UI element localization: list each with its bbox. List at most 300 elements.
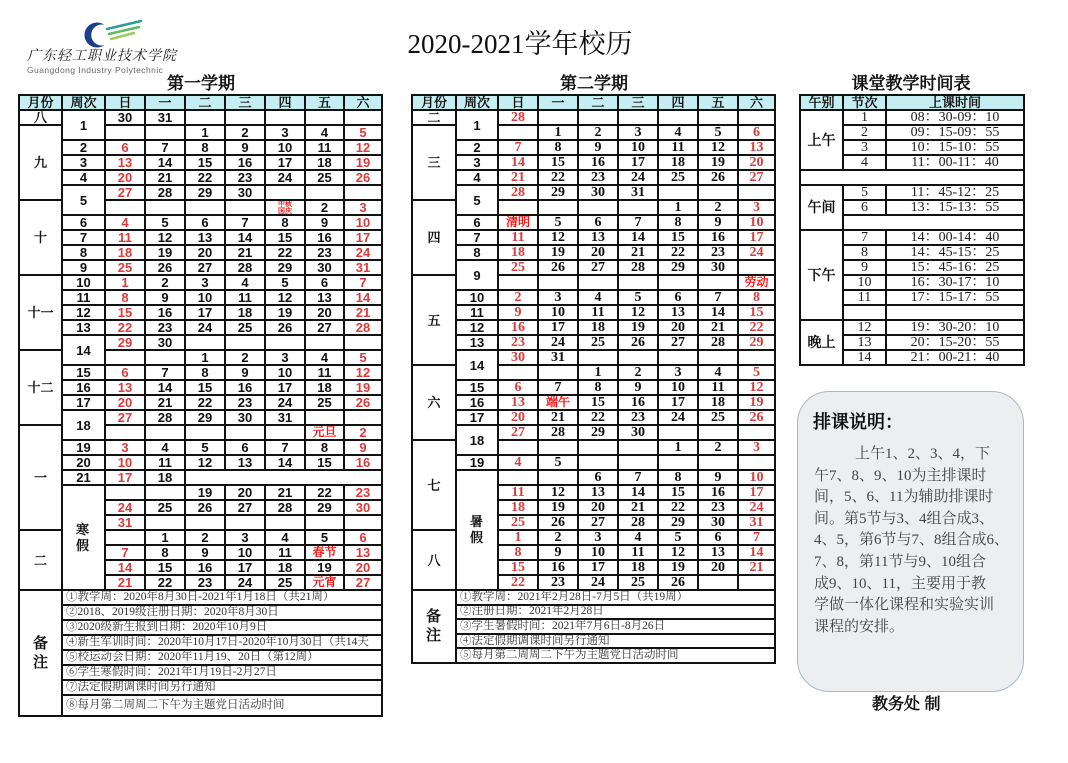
empty-cell bbox=[146, 201, 186, 216]
date-cell: 21 bbox=[146, 171, 186, 186]
note-item: ⑧每月第二周周二下午为主题党日活动时间 bbox=[63, 696, 383, 717]
week-number: 2 bbox=[63, 141, 106, 156]
empty-cell bbox=[579, 351, 619, 366]
empty-cell bbox=[619, 276, 659, 291]
school-logo bbox=[25, 12, 185, 78]
empty-cell bbox=[106, 201, 146, 216]
note-item: ③2020级新生报到日期：2020年10月9日 bbox=[63, 621, 383, 636]
scheduling-note-box bbox=[797, 391, 1024, 692]
date-cell: 10 bbox=[659, 381, 699, 396]
holiday-cell: 劳动 bbox=[739, 276, 776, 291]
date-cell: 20 bbox=[106, 396, 146, 411]
week-number: 15 bbox=[457, 381, 499, 396]
date-cell: 11 bbox=[499, 486, 539, 501]
note-item: ②注册日期：2021年2月28日 bbox=[457, 606, 776, 621]
header-week: 周次 bbox=[63, 96, 106, 111]
empty-cell bbox=[266, 336, 306, 351]
date-cell: 4 bbox=[306, 126, 345, 141]
date-cell: 12 bbox=[739, 381, 776, 396]
date-cell: 20 bbox=[739, 156, 776, 171]
date-cell: 26 bbox=[619, 336, 659, 351]
date-cell: 25 bbox=[266, 576, 306, 591]
month-label: 五 bbox=[413, 276, 457, 366]
week-number: 3 bbox=[63, 156, 106, 171]
header-weekday: 日 bbox=[499, 96, 539, 111]
header-weekday: 五 bbox=[306, 96, 345, 111]
date-cell: 7 bbox=[619, 216, 659, 231]
class-time-table bbox=[799, 94, 1025, 366]
date-cell: 11 bbox=[306, 366, 345, 381]
date-cell: 18 bbox=[106, 246, 146, 261]
date-cell: 8 bbox=[659, 216, 699, 231]
note-title: 排课说明： bbox=[813, 412, 903, 432]
empty-cell bbox=[146, 486, 186, 501]
header-weekday: 五 bbox=[699, 96, 739, 111]
header-weekday: 四 bbox=[266, 96, 306, 111]
date-cell: 27 bbox=[345, 576, 383, 591]
date-cell: 5 bbox=[659, 531, 699, 546]
date-cell: 6 bbox=[659, 291, 699, 306]
empty-cell bbox=[226, 201, 266, 216]
date-cell: 18 bbox=[146, 471, 186, 486]
date-cell: 30 bbox=[619, 426, 659, 441]
empty-cell bbox=[699, 456, 739, 471]
date-cell: 1 bbox=[146, 531, 186, 546]
date-cell: 8 bbox=[659, 471, 699, 486]
date-cell: 25 bbox=[659, 171, 699, 186]
date-cell: 15 bbox=[659, 486, 699, 501]
date-cell: 23 bbox=[539, 576, 579, 591]
week-number: 19 bbox=[457, 456, 499, 471]
date-cell: 3 bbox=[579, 531, 619, 546]
date-cell: 31 bbox=[345, 261, 383, 276]
date-cell: 15 bbox=[106, 306, 146, 321]
empty-cell bbox=[579, 201, 619, 216]
date-cell: 1 bbox=[539, 126, 579, 141]
date-cell: 10 bbox=[739, 216, 776, 231]
header-weekday: 六 bbox=[345, 96, 383, 111]
date-cell: 14 bbox=[619, 231, 659, 246]
date-cell: 13 bbox=[659, 306, 699, 321]
empty-cell bbox=[345, 516, 383, 531]
date-cell: 14 bbox=[619, 486, 659, 501]
date-cell: 10 bbox=[226, 546, 266, 561]
date-cell: 9 bbox=[539, 546, 579, 561]
date-cell: 7 bbox=[539, 381, 579, 396]
date-cell: 30 bbox=[345, 501, 383, 516]
date-cell: 1 bbox=[186, 126, 226, 141]
empty-cell bbox=[619, 456, 659, 471]
date-cell: 6 bbox=[306, 276, 345, 291]
period-time: 14：00-14：40 bbox=[887, 231, 1025, 246]
period-time: 13：15-13：55 bbox=[887, 201, 1025, 216]
date-cell: 25 bbox=[306, 171, 345, 186]
holiday-cell: 元旦 bbox=[306, 426, 345, 441]
date-cell: 11 bbox=[659, 141, 699, 156]
date-cell: 27 bbox=[226, 501, 266, 516]
date-cell: 24 bbox=[226, 576, 266, 591]
week-number: 5 bbox=[63, 186, 106, 216]
date-cell: 13 bbox=[699, 546, 739, 561]
empty-cell bbox=[739, 111, 776, 126]
empty-cell bbox=[306, 336, 345, 351]
date-cell: 12 bbox=[699, 141, 739, 156]
blank-cell bbox=[887, 306, 1025, 321]
week-number: 11 bbox=[457, 306, 499, 321]
date-cell: 1 bbox=[106, 276, 146, 291]
date-cell: 9 bbox=[226, 366, 266, 381]
date-cell: 2 bbox=[226, 351, 266, 366]
date-cell: 9 bbox=[579, 141, 619, 156]
date-cell: 8 bbox=[266, 216, 306, 231]
date-cell: 4 bbox=[619, 531, 659, 546]
date-cell: 2 bbox=[699, 441, 739, 456]
school-name-en: Guangdong Industry Polytechnic bbox=[27, 65, 164, 75]
period-number: 4 bbox=[844, 156, 887, 171]
period-number: 7 bbox=[844, 231, 887, 246]
date-cell: 23 bbox=[579, 171, 619, 186]
date-cell: 30 bbox=[106, 111, 146, 126]
date-cell: 10 bbox=[186, 291, 226, 306]
date-cell: 21 bbox=[699, 321, 739, 336]
date-cell: 31 bbox=[619, 186, 659, 201]
date-cell: 10 bbox=[739, 471, 776, 486]
date-cell: 29 bbox=[659, 261, 699, 276]
empty-cell bbox=[659, 111, 699, 126]
date-cell: 26 bbox=[539, 516, 579, 531]
date-cell: 14 bbox=[699, 306, 739, 321]
month-label: 三 bbox=[413, 126, 457, 201]
date-cell: 27 bbox=[186, 261, 226, 276]
empty-cell bbox=[659, 186, 699, 201]
date-cell: 1 bbox=[186, 351, 226, 366]
semester2-title: 第二学期 bbox=[560, 74, 628, 93]
date-cell: 28 bbox=[539, 426, 579, 441]
empty-cell bbox=[306, 111, 345, 126]
empty-cell bbox=[699, 276, 739, 291]
date-cell: 24 bbox=[659, 411, 699, 426]
period-time: 21：00-21：40 bbox=[887, 351, 1025, 366]
date-cell: 29 bbox=[739, 336, 776, 351]
date-cell: 7 bbox=[699, 291, 739, 306]
date-cell: 13 bbox=[499, 396, 539, 411]
empty-cell bbox=[659, 426, 699, 441]
date-cell: 26 bbox=[539, 261, 579, 276]
week-number: 4 bbox=[457, 171, 499, 186]
date-cell: 19 bbox=[739, 396, 776, 411]
period-time: 14：45-15：25 bbox=[887, 246, 1025, 261]
holiday-cell: 春节 bbox=[306, 546, 345, 561]
date-cell: 20 bbox=[499, 411, 539, 426]
week-number: 14 bbox=[63, 336, 106, 366]
date-cell: 22 bbox=[499, 576, 539, 591]
period-time: 17：15-17：55 bbox=[887, 291, 1025, 306]
blank-cell bbox=[844, 306, 887, 321]
empty-cell bbox=[739, 426, 776, 441]
note-line: 上午1、2、3、4，下 bbox=[855, 446, 991, 462]
week-number: 14 bbox=[457, 351, 499, 381]
date-cell: 11 bbox=[619, 546, 659, 561]
empty-cell bbox=[266, 111, 306, 126]
header-session: 午别 bbox=[801, 96, 844, 111]
note-body bbox=[814, 444, 1019, 638]
empty-cell bbox=[739, 576, 776, 591]
date-cell: 14 bbox=[146, 156, 186, 171]
date-cell: 6 bbox=[106, 366, 146, 381]
date-cell: 27 bbox=[499, 426, 539, 441]
date-cell: 16 bbox=[699, 486, 739, 501]
date-cell: 17 bbox=[739, 486, 776, 501]
date-cell: 18 bbox=[499, 246, 539, 261]
date-cell: 9 bbox=[345, 441, 383, 456]
empty-cell bbox=[186, 111, 226, 126]
date-cell: 13 bbox=[106, 381, 146, 396]
period-number: 14 bbox=[844, 351, 887, 366]
note-line: 7、8，第11节与9、10组合 bbox=[814, 553, 986, 570]
date-cell: 16 bbox=[306, 231, 345, 246]
week-number: 7 bbox=[63, 231, 106, 246]
school-emblem-icon bbox=[25, 12, 185, 52]
session-evening: 晚上 bbox=[801, 321, 844, 366]
date-cell: 14 bbox=[226, 231, 266, 246]
semester1-grid bbox=[18, 94, 383, 717]
date-cell: 3 bbox=[739, 201, 776, 216]
date-cell: 21 bbox=[619, 246, 659, 261]
date-cell: 26 bbox=[266, 321, 306, 336]
date-cell: 7 bbox=[739, 531, 776, 546]
date-cell: 12 bbox=[345, 141, 383, 156]
date-cell: 19 bbox=[186, 486, 226, 501]
date-cell: 17 bbox=[345, 231, 383, 246]
date-cell: 25 bbox=[306, 396, 345, 411]
date-cell: 18 bbox=[306, 156, 345, 171]
week-number: 6 bbox=[457, 216, 499, 231]
date-cell: 5 bbox=[345, 126, 383, 141]
date-cell: 18 bbox=[266, 561, 306, 576]
date-cell: 2 bbox=[186, 531, 226, 546]
week-number: 16 bbox=[457, 396, 499, 411]
date-cell: 15 bbox=[539, 156, 579, 171]
week-number: 3 bbox=[457, 156, 499, 171]
date-cell: 12 bbox=[186, 456, 226, 471]
empty-cell bbox=[106, 531, 146, 546]
date-cell: 24 bbox=[539, 336, 579, 351]
date-cell: 22 bbox=[659, 246, 699, 261]
date-cell: 13 bbox=[106, 156, 146, 171]
header-weekday: 日 bbox=[106, 96, 146, 111]
date-cell: 25 bbox=[579, 336, 619, 351]
date-cell: 21 bbox=[499, 171, 539, 186]
date-cell: 21 bbox=[619, 501, 659, 516]
empty-cell bbox=[266, 186, 306, 201]
week-number: 15 bbox=[63, 366, 106, 381]
date-cell: 11 bbox=[226, 291, 266, 306]
date-cell: 30 bbox=[226, 411, 266, 426]
month-label: 八 bbox=[20, 111, 63, 126]
date-cell: 4 bbox=[659, 126, 699, 141]
date-cell: 15 bbox=[499, 561, 539, 576]
empty-cell bbox=[699, 111, 739, 126]
empty-cell bbox=[619, 351, 659, 366]
empty-cell bbox=[499, 441, 539, 456]
empty-cell bbox=[186, 426, 226, 441]
date-cell: 8 bbox=[106, 291, 146, 306]
date-cell: 5 bbox=[186, 441, 226, 456]
date-cell: 18 bbox=[226, 306, 266, 321]
header-month: 月份 bbox=[20, 96, 63, 111]
note-item: ①教学周：2020年8月30日-2021年1月18日（共21周） bbox=[63, 591, 383, 606]
date-cell: 26 bbox=[739, 411, 776, 426]
empty-cell bbox=[539, 366, 579, 381]
date-cell: 25 bbox=[146, 501, 186, 516]
date-cell: 16 bbox=[619, 396, 659, 411]
date-cell: 7 bbox=[499, 141, 539, 156]
date-cell: 3 bbox=[186, 276, 226, 291]
date-cell: 25 bbox=[226, 321, 266, 336]
page-title: 2020-2021学年校历 bbox=[407, 29, 633, 59]
date-cell: 7 bbox=[146, 366, 186, 381]
date-cell: 2 bbox=[146, 276, 186, 291]
timetable-title: 课堂教学时间表 bbox=[851, 74, 971, 93]
week-number: 5 bbox=[457, 186, 499, 216]
date-cell: 17 bbox=[659, 396, 699, 411]
date-cell: 21 bbox=[226, 246, 266, 261]
date-cell: 4 bbox=[579, 291, 619, 306]
empty-cell bbox=[579, 441, 619, 456]
empty-cell bbox=[226, 426, 266, 441]
date-cell: 19 bbox=[699, 156, 739, 171]
date-cell: 3 bbox=[266, 126, 306, 141]
holiday-cell: 元宵 bbox=[306, 576, 345, 591]
month-label: 十一 bbox=[20, 276, 63, 351]
date-cell: 9 bbox=[699, 216, 739, 231]
notes-label: 备注 bbox=[413, 591, 457, 664]
date-cell: 28 bbox=[499, 111, 539, 126]
date-cell: 16 bbox=[226, 381, 266, 396]
week-number: 19 bbox=[63, 441, 106, 456]
header-month: 月份 bbox=[413, 96, 457, 111]
date-cell: 29 bbox=[266, 261, 306, 276]
date-cell: 6 bbox=[579, 216, 619, 231]
date-cell: 17 bbox=[186, 306, 226, 321]
session-morning: 上午 bbox=[801, 111, 844, 171]
date-cell: 26 bbox=[699, 171, 739, 186]
date-cell: 27 bbox=[579, 261, 619, 276]
date-cell: 14 bbox=[146, 381, 186, 396]
date-cell: 31 bbox=[739, 516, 776, 531]
date-cell: 2 bbox=[499, 291, 539, 306]
period-number: 13 bbox=[844, 336, 887, 351]
date-cell: 6 bbox=[106, 141, 146, 156]
week-number: 16 bbox=[63, 381, 106, 396]
empty-cell bbox=[106, 486, 146, 501]
note-item: ①教学周：2021年2月28日-7月5日（共19周） bbox=[457, 591, 776, 606]
date-cell: 17 bbox=[539, 321, 579, 336]
date-cell: 12 bbox=[539, 486, 579, 501]
holiday-cell: 端午 bbox=[539, 396, 579, 411]
date-cell: 5 bbox=[619, 291, 659, 306]
empty-cell bbox=[499, 471, 539, 486]
empty-cell bbox=[539, 441, 579, 456]
date-cell: 11 bbox=[106, 231, 146, 246]
header-weekday: 三 bbox=[619, 96, 659, 111]
date-cell: 30 bbox=[306, 261, 345, 276]
date-cell: 16 bbox=[146, 306, 186, 321]
empty-cell bbox=[106, 426, 146, 441]
date-cell: 14 bbox=[499, 156, 539, 171]
date-cell: 2 bbox=[226, 126, 266, 141]
date-cell: 13 bbox=[306, 291, 345, 306]
date-cell: 31 bbox=[146, 111, 186, 126]
date-cell: 25 bbox=[106, 261, 146, 276]
header-week: 周次 bbox=[457, 96, 499, 111]
date-cell: 10 bbox=[266, 141, 306, 156]
note-item: ④新生军训时间：2020年10月17日-2020年10月30日（共14天 bbox=[63, 636, 383, 651]
period-time: 10：15-10：55 bbox=[887, 141, 1025, 156]
date-cell: 19 bbox=[619, 321, 659, 336]
date-cell: 8 bbox=[499, 546, 539, 561]
date-cell: 28 bbox=[266, 501, 306, 516]
empty-cell bbox=[659, 276, 699, 291]
empty-cell bbox=[345, 336, 383, 351]
date-cell: 12 bbox=[539, 231, 579, 246]
date-cell: 18 bbox=[579, 321, 619, 336]
date-cell: 24 bbox=[345, 246, 383, 261]
week-number: 4 bbox=[63, 171, 106, 186]
date-cell: 9 bbox=[619, 381, 659, 396]
date-cell: 8 bbox=[146, 546, 186, 561]
date-cell: 13 bbox=[345, 546, 383, 561]
date-cell: 15 bbox=[186, 381, 226, 396]
date-cell: 6 bbox=[226, 441, 266, 456]
date-cell: 22 bbox=[659, 501, 699, 516]
date-cell: 5 bbox=[539, 456, 579, 471]
date-cell: 3 bbox=[739, 441, 776, 456]
date-cell: 12 bbox=[345, 366, 383, 381]
empty-cell bbox=[739, 186, 776, 201]
date-cell: 23 bbox=[699, 246, 739, 261]
empty-cell bbox=[146, 516, 186, 531]
period-number: 1 bbox=[844, 111, 887, 126]
week-number: 12 bbox=[457, 321, 499, 336]
date-cell: 5 bbox=[266, 276, 306, 291]
week-number: 10 bbox=[63, 276, 106, 291]
empty-cell bbox=[579, 111, 619, 126]
week-number: 13 bbox=[63, 321, 106, 336]
date-cell: 24 bbox=[579, 576, 619, 591]
week-number: 1 bbox=[63, 111, 106, 141]
date-cell: 17 bbox=[106, 471, 146, 486]
period-time: 09：15-09：55 bbox=[887, 126, 1025, 141]
date-cell: 30 bbox=[699, 516, 739, 531]
holiday-cell: 中秋国庆 bbox=[266, 201, 306, 216]
date-cell: 21 bbox=[106, 576, 146, 591]
date-cell: 13 bbox=[579, 486, 619, 501]
date-cell: 7 bbox=[619, 471, 659, 486]
week-number: 9 bbox=[457, 261, 499, 291]
date-cell: 9 bbox=[306, 216, 345, 231]
date-cell: 19 bbox=[266, 306, 306, 321]
note-line: 成9、10、11，主要用于教 bbox=[814, 575, 986, 592]
empty-cell bbox=[306, 186, 345, 201]
month-label: 六 bbox=[413, 366, 457, 441]
week-number: 9 bbox=[63, 261, 106, 276]
date-cell: 18 bbox=[306, 381, 345, 396]
empty-cell bbox=[579, 276, 619, 291]
vacation-label: 暑假 bbox=[457, 471, 499, 591]
week-number: 17 bbox=[63, 396, 106, 411]
date-cell: 8 bbox=[186, 366, 226, 381]
